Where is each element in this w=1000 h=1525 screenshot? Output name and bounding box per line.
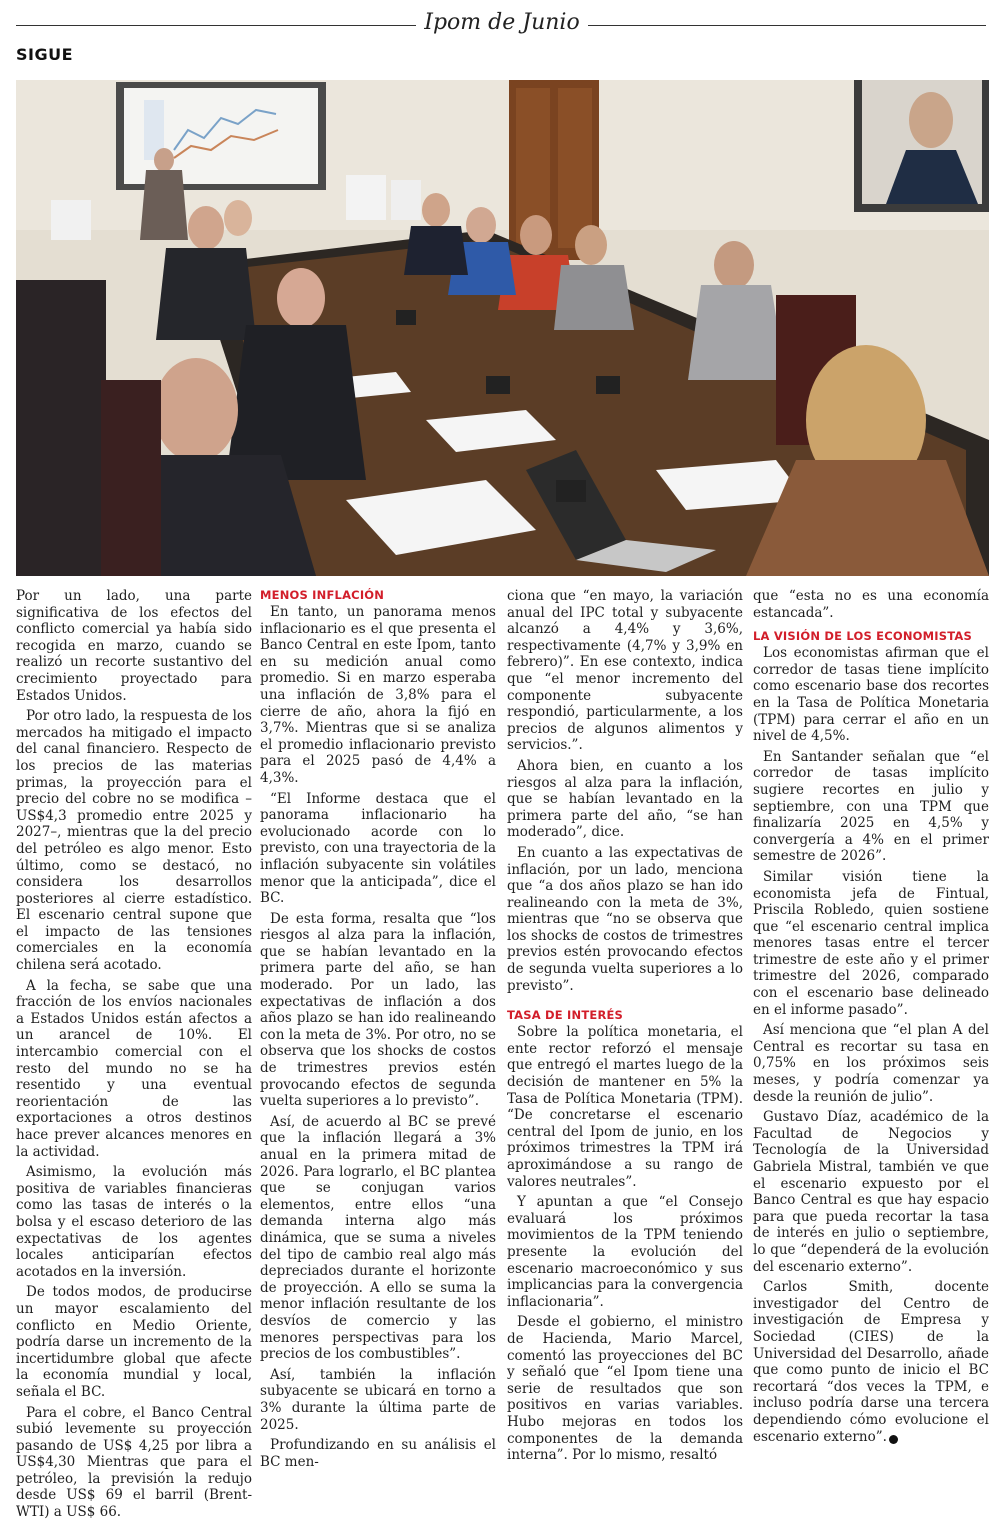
- paragraph: Gustavo Díaz, académico de la Facultad de Negocios y Tecnología de la Universidad Gabriela Mistral, también ve que el escenario expuesto por el Banco Central es que hay espacio para que pueda recortar la tasa de interés en julio o septiembre, lo que “dependerá de la evolución del escenario externo”.: [753, 1109, 989, 1275]
- paragraph: “El Informe destaca que el panorama inflacionario ha evolucionado acorde con lo previsto, con una trayectoria de la inflación subyacente sin volátiles menor que la anticipada”, dice el BC.: [260, 790, 496, 907]
- subheading-tasa-de-interes: TASA DE INTERÉS: [507, 1008, 624, 1023]
- paragraph: De todos modos, de producirse un mayor escalamiento del conflicto en Medio Oriente, podría darse un incremento de la incertidumbre global que afecte la economía mundial y local, señala el BC.: [16, 1284, 252, 1400]
- board-meeting-photo-icon: [16, 80, 989, 576]
- paragraph: Los economistas afirman que el corredor de tasas tiene implícito como escenario base dos recortes en la Tasa de Política Monetaria (TPM) para cerrar el año en un nivel de 4,5%.: [753, 645, 989, 745]
- article-column-3: [507, 588, 743, 1468]
- paragraph: Ahora bien, en cuanto a los riesgos al alza para la inflación, que se habían levantado en la primera parte del año, “se han moderado”, dice.: [507, 757, 743, 841]
- paragraph: Así, también la inflación subyacente se ubicará en torno a 3% durante la última parte de 2025.: [260, 1366, 496, 1433]
- paragraph: Por un lado, una parte significativa de los efectos del conflicto comercial ya había sido recogida en marzo, cuando se realizó un recorte sustantivo del crecimiento proyectado para Estados Unidos.: [16, 588, 252, 704]
- paragraph: De esta forma, resalta que “los riesgos al alza para la inflación, que se habían levantado en la primera parte del año, se han moderado. Por un lado, las expectativas de inflación a dos años plazo se han ido realineando con la meta de 3%. Por otro, no se observa que los shocks de costos de trimestres previos estén provocando efectos de segunda vuelta superiores a lo previsto”.: [260, 910, 496, 1110]
- paragraph: A la fecha, se sabe que una fracción de los envíos nacionales a Estados Unidos están afectos a un arancel de 10%. El intercambio comercial con el resto del mundo no se ha resentido y una eventual reorientación de las exportaciones a otros destinos hace prever alcances menores en la actividad.: [16, 977, 252, 1160]
- header-rule-left: [16, 25, 416, 26]
- paragraph: Así, de acuerdo al BC se prevé que la inflación llegará a 3% anual en la primera mitad de 2026. Para lograrlo, el BC plantea que se conjugan varios elementos, entre ellos “una demanda interna algo más dinámica, que se suma a niveles del tipo de cambio real algo más depreciados durante el horizonte de proyección. A ello se suma la menor inflación resultante de los desvíos de comercio y las menores perspectivas para los precios de los combustibles”.: [260, 1113, 496, 1363]
- end-mark-icon: P: [889, 1435, 898, 1444]
- paragraph: ciona que “en mayo, la variación anual del IPC total y subyacente alcanzó a 4,4% y 3,6%, respectivamente (4,7% y 3,9% en febrero)”. En ese contexto, indica que “el menor incremento del componente subyacente respondió, particularmente, a los precios de algunos alimentos y servicios.”.: [507, 588, 743, 754]
- header-rule-right: [588, 25, 986, 26]
- paragraph: Por otro lado, la respuesta de los mercados ha mitigado el impacto del canal financiero. Respecto de los precios de las materias primas, la proyección para el precio del cobre no se modifica –US$4,3 promedio entre 2025 y 2027–, mientras que la del precio del petróleo es algo menor. Esto último, como se destacó, no considera los desarrollos posteriores al cierre estadístico. El escenario central supone que el impacto de las tensiones comerciales en la economía chilena será acotado.: [16, 708, 252, 974]
- paragraph: Así menciona que “el plan A del Central es recortar su tasa en 0,75% en los próximos seis meses, y podría comenzar ya desde la reunión de julio”.: [753, 1022, 989, 1105]
- paragraph: Para el cobre, el Banco Central subió levemente su proyección pasando de US$ 4,25 por libra a US$4,30 Mientras que para el petróleo, la previsión la redujo desde US$ 69 el barril (Brent-WTI) a US$ 66.: [16, 1404, 252, 1521]
- paragraph: En Santander señalan que “el corredor de tasas implícito sugiere recortes en julio y septiembre, con una TPM que finalizaría 2025 en 4,5% y convergería a 4% en el primer semestre de 2026”.: [753, 748, 989, 865]
- subheading-vision-economistas: LA VISIÓN DE LOS ECONOMISTAS: [753, 629, 972, 644]
- section-header: [16, 8, 986, 42]
- paragraph: que “esta no es una economía estancada”.: [753, 588, 989, 621]
- subheading-menos-inflacion: MENOS INFLACIÓN: [260, 588, 385, 602]
- paragraph-text: Carlos Smith, docente investigador del Centro de investigación de Empresa y Sociedad (CIES) de la Universidad del Desarrollo, añade que como punto de inicio el BC recortará “dos veces la TPM, e incluso podría darse una tercera dependiendo cómo evolucione el escenario externo”.: [753, 1279, 989, 1445]
- paragraph: Profundizando en su análisis el BC men-: [260, 1437, 496, 1470]
- article-column-4: [753, 588, 989, 1449]
- paragraph: Y apuntan a que “el Consejo evaluará los próximos movimientos de la TPM teniendo presente la evolución del escenario macroeconómico y sus implicancias para la convergencia inflacionaria”.: [507, 1194, 743, 1310]
- article-column-2: [260, 588, 496, 1474]
- article-column-1: [16, 588, 252, 1525]
- paragraph: Desde el gobierno, el ministro de Hacienda, Mario Marcel, comentó las proyecciones del BC y señaló que “el Ipom tiene una serie de resultados que son positivos en varias variables. Hubo mejoras en todos los componentes de la demanda interna”. Por lo mismo, resaltó: [507, 1314, 743, 1464]
- paragraph-last: [753, 1279, 989, 1445]
- paragraph: En cuanto a las expectativas de inflación, por un lado, menciona que “a dos años plazo se han ido realineando con la meta de 3%, mientras que “no se observa que los shocks de costos de trimestres previos estén provocando efectos de segunda vuelta superiores a lo previsto”.: [507, 844, 743, 994]
- paragraph: Sobre la política monetaria, el ente rector reforzó el mensaje que entregó el martes luego de la decisión de mantener en 5% la Tasa de Política Monetaria (TPM). “De concretarse el escenario central del Ipom de junio, en los próximos trimestres la TPM irá aproximándose a su rango de valores neutrales”.: [507, 1024, 743, 1190]
- paragraph: Asimismo, la evolución más positiva de variables financieras como las tasas de interés o la bolsa y el escaso deterioro de las expectativas de los agentes locales anticiparían efectos acotados en la inversión.: [16, 1164, 252, 1280]
- section-title: Ipom de Junio: [424, 10, 580, 35]
- paragraph: Similar visión tiene la economista jefa de Fintual, Priscila Robledo, quien sostiene que “el escenario central implica menores tasas entre el tercer trimestre de este año y el primer trimestre del 2026, comparado con el escenario base delineado en el informe pasado”.: [753, 868, 989, 1018]
- paragraph: En tanto, un panorama menos inflacionario es el que presenta el Banco Central en este Ipom, tanto en su medición anual como promedio. Si en marzo esperaba una inflación de 3,8% para el cierre de año, ahora la fijó en 3,7%. Mientras que si se analiza el promedio inflacionario previsto para el 2025 pasó de 4,4% a 4,3%.: [260, 604, 496, 786]
- meeting-photo: [16, 80, 989, 576]
- kicker-label: SIGUE: [16, 45, 74, 64]
